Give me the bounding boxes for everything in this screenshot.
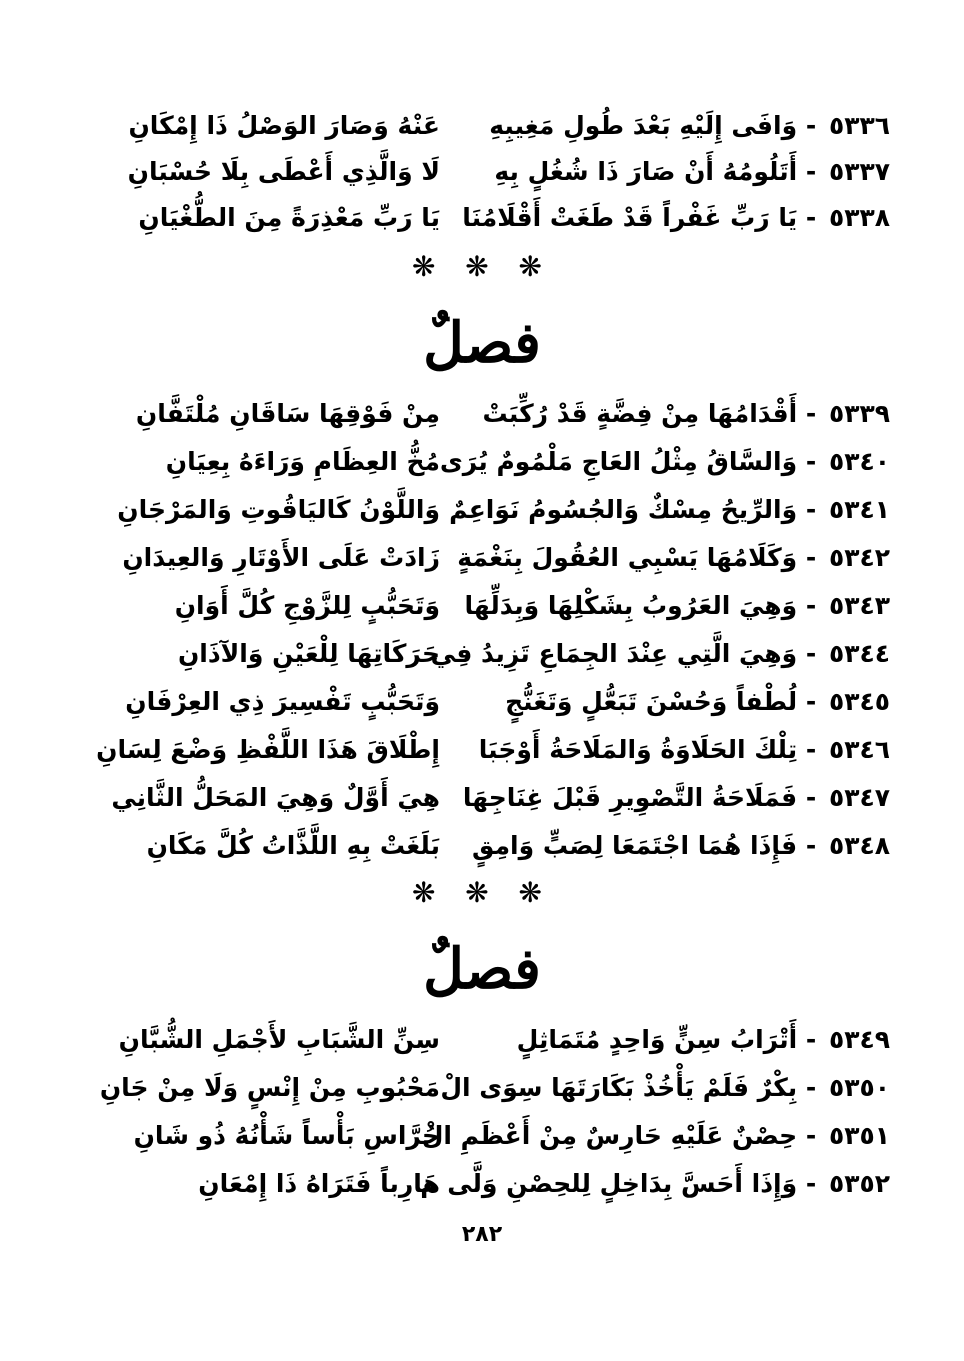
- verse-first-text: لُطْفاً وَحُسْنَ تَبَعُّلٍ وَتَغَنُّجٍ: [505, 686, 798, 716]
- verse-first-text: وَالرِّيحُ مِسْكٌ وَالجُسُومُ نَوَاعِمٌ: [449, 494, 798, 524]
- page-number: ٢٨٢: [461, 1222, 503, 1247]
- verse-row: [70, 1064, 890, 1110]
- verse-second-hemistich: يَا رَبِّ مَعْذِرَةً مِنَ الطُّغْيَانِ: [138, 202, 440, 232]
- verse-first-hemistich: ٥٣٥١ - حِصْنٌ عَلَيْهِ حَارِسٌ مِنْ أَعْظَمِ الْ: [421, 1120, 890, 1150]
- verse-second-hemistich: زَادَتْ عَلَى الأَوْتَارِ وَالعِيدَانِ: [122, 542, 440, 572]
- verse-row: [70, 390, 890, 436]
- verse-second-hemistich: وَتَحَبُّبٍ تَفْسِيرَ ذِي العِرْفَانِ: [125, 686, 440, 716]
- verse-number: ٥٣٤٠: [828, 446, 890, 476]
- verse-number: ٥٣٣٧: [828, 156, 890, 186]
- verse-first-hemistich: ٥٣٤١ - وَالرِّيحُ مِسْكٌ وَالجُسُومُ نَوَاعِمٌ: [449, 494, 890, 524]
- verse-row: [70, 534, 890, 580]
- verse-row: [70, 1016, 890, 1062]
- verse-first-hemistich: ٥٣٤٩ - أَتْرَابُ سِنٍّ وَاحِدٍ مُتَمَاثِلٍ: [516, 1024, 890, 1054]
- verse-first-text: بِكْرٌ فَلَمْ يَأْخُذْ بَكَارَتَهَا سِوَى الْ: [440, 1072, 798, 1102]
- verse-row: [70, 102, 890, 148]
- section-heading: فصلٌ: [423, 310, 541, 376]
- verse-number: ٥٣٤٨: [828, 830, 890, 860]
- verse-number: ٥٣٤٧: [828, 782, 890, 812]
- verse-row: [70, 630, 890, 676]
- verse-first-text: وَإِذَا أَحَسَّ بِدَاخِلٍ لِلحِصْنِ وَلَّى م: [420, 1168, 798, 1198]
- verse-row: [70, 438, 890, 484]
- verse-second-hemistich: وَتَحَبُّبٍ لِلزَّوْجِ كُلَّ أَوَانِ: [174, 590, 440, 620]
- verse-first-hemistich: ٥٣٤٢ - وَكَلَامُهَا يَسْبِي العُقُولَ بِنَغْمَةٍ: [457, 542, 890, 572]
- verse-first-text: تِلْكَ الحَلَاوَةُ وَالمَلَاحَةُ أَوْجَبَا: [478, 734, 798, 764]
- verse-first-text: وَافَى إِلَيْهِ بَعْدَ طُولِ مَغِيبِهِ: [489, 110, 798, 140]
- verse-first-text: يَا رَبِّ غَفْراً قَدْ طَغَتْ أَقْلَامُنَا: [462, 202, 798, 232]
- verse-second-hemistich: مِنْ فَوْقِهَا سَاقَانِ مُلْتَفَّانِ: [135, 398, 440, 428]
- verse-first-hemistich: ٥٣٥٠ - بِكْرٌ فَلَمْ يَأْخُذْ بَكَارَتَهَا سِوَى الْ: [440, 1072, 890, 1102]
- verse-second-hemistich: وَاللَّوْنُ كَاليَاقُوتِ وَالمَرْجَانِ: [117, 494, 440, 524]
- verse-first-hemistich: ٥٣٤٠ - وَالسَّاقُ مِثْلُ العَاجِ مَلْمُومٌ يُرَى: [439, 446, 890, 476]
- verse-number: ٥٣٤١: [828, 494, 890, 524]
- verse-first-hemistich: ٥٣٤٧ - فَمَلَاحَةُ التَّصْوِيرِ قَبْلَ غِنَاجِهَا: [462, 782, 890, 812]
- verse-first-text: وَهِيَ العَرُوبُ بِشَكْلِهَا وَبِدَلِّهَا: [464, 590, 798, 620]
- verse-first-text: أَقْدَامُهَا مِنْ فِضَّةٍ قَدْ رُكِّبَتْ: [482, 398, 798, 428]
- verse-number: ٥٣٥٠: [828, 1072, 890, 1102]
- verse-row: [70, 148, 890, 194]
- verse-row: [70, 678, 890, 724]
- verse-second-hemistich: سِنِّ الشَّبَابِ لأَجْمَلِ الشُّبَّانِ: [118, 1024, 440, 1054]
- verse-row: [70, 194, 890, 240]
- verse-first-text: أَتَلُومُهُ أَنْ صَارَ ذَا شُغُلٍ بِهِ: [494, 156, 798, 186]
- verse-first-hemistich: ٥٣٣٨ - يَا رَبِّ غَفْراً قَدْ طَغَتْ أَقْلَامُنَا: [462, 202, 890, 232]
- verse-number: ٥٣٤٤: [828, 638, 890, 668]
- verse-row: [70, 1112, 890, 1158]
- verse-row: [70, 1160, 890, 1206]
- verse-number: ٥٣٤٥: [828, 686, 890, 716]
- verse-first-hemistich: ٥٣٣٧ - أَتَلُومُهُ أَنْ صَارَ ذَا شُغُلٍ بِهِ: [494, 156, 890, 186]
- verse-first-hemistich: ٥٣٥٢ - وَإِذَا أَحَسَّ بِدَاخِلٍ لِلحِصْنِ وَلَّى م: [420, 1168, 890, 1198]
- verse-second-hemistich: إِطْلَاقَ هَذَا اللَّفْظِ وَضْعَ لِسَانِ: [96, 734, 440, 764]
- verse-first-text: فَمَلَاحَةُ التَّصْوِيرِ قَبْلَ غِنَاجِهَا: [462, 782, 798, 812]
- verse-number: ٥٣٣٩: [828, 398, 890, 428]
- verse-row: [70, 774, 890, 820]
- verse-second-hemistich: حَرَكَاتِهَا لِلْعَيْنِ وَالآذَانِ: [177, 638, 440, 668]
- verse-first-text: حِصْنٌ عَلَيْهِ حَارِسٌ مِنْ أَعْظَمِ الْ: [421, 1120, 798, 1150]
- verse-first-text: فَإِذَا هُمَا اجْتَمَعَا لِصَبٍّ وَامِقٍ: [472, 830, 798, 860]
- verse-second-hemistich: مَحْبُوبِ مِنْ إِنْسٍ وَلَا مِنْ جَانِ: [99, 1072, 440, 1102]
- verse-row: [70, 486, 890, 532]
- section-separator: ❋ ❋ ❋: [412, 250, 552, 283]
- verse-number: ٥٣٥١: [828, 1120, 890, 1150]
- verse-row: [70, 822, 890, 868]
- verse-first-text: وَكَلَامُهَا يَسْبِي العُقُولَ بِنَغْمَةٍ: [457, 542, 798, 572]
- verse-second-hemistich: هِيَ أَوَّلٌ وَهِيَ المَحَلُّ الثَّانِي: [111, 782, 440, 812]
- verse-first-text: أَتْرَابُ سِنٍّ وَاحِدٍ مُتَمَاثِلٍ: [516, 1024, 798, 1054]
- verse-second-hemistich: هَارِباً فَتَرَاهُ ذَا إِمْعَانِ: [198, 1168, 440, 1198]
- verse-row: [70, 582, 890, 628]
- verse-number: ٥٣٥٢: [828, 1168, 890, 1198]
- verse-number: ٥٣٤٦: [828, 734, 890, 764]
- verse-first-hemistich: ٥٣٤٦ - تِلْكَ الحَلَاوَةُ وَالمَلَاحَةُ أَوْجَبَا: [478, 734, 890, 764]
- verse-row: [70, 726, 890, 772]
- verse-number: ٥٣٤٣: [828, 590, 890, 620]
- verse-number: ٥٣٣٦: [828, 110, 890, 140]
- verse-second-hemistich: مُخُّ العِظَامِ وَرَاءَهُ بِعِيَانِ: [165, 446, 440, 476]
- verse-number: ٥٣٣٨: [828, 202, 890, 232]
- verse-second-hemistich: عَنْهُ وَصَارَ الوَصْلُ ذَا إِمْكَانِ: [128, 110, 440, 140]
- verse-first-hemistich: ٥٣٤٤ - وَهِيَ الَّتِي عِنْدَ الجِمَاعِ تَزِيدُ فِي: [430, 638, 890, 668]
- verse-number: ٥٣٤٢: [828, 542, 890, 572]
- verse-first-hemistich: ٥٣٤٥ - لُطْفاً وَحُسْنَ تَبَعُّلٍ وَتَغَنُّجٍ: [505, 686, 890, 716]
- verse-first-hemistich: ٥٣٤٨ - فَإِذَا هُمَا اجْتَمَعَا لِصَبٍّ وَامِقٍ: [472, 830, 890, 860]
- verse-second-hemistich: بَلَغَتْ بِهِ اللَّذَّاتُ كُلَّ مَكَانِ: [146, 830, 440, 860]
- verse-first-hemistich: ٥٣٤٣ - وَهِيَ العَرُوبُ بِشَكْلِهَا وَبِدَلِّهَا: [464, 590, 890, 620]
- section-separator: ❋ ❋ ❋: [412, 876, 552, 909]
- verse-number: ٥٣٤٩: [828, 1024, 890, 1054]
- section-heading: فصلٌ: [423, 936, 541, 1002]
- verse-second-hemistich: حُرَّاسِ بَأْساً شَأْنُهُ ذُو شَانِ: [133, 1120, 440, 1150]
- verse-first-hemistich: ٥٣٣٦ - وَافَى إِلَيْهِ بَعْدَ طُولِ مَغِيبِهِ: [489, 110, 890, 140]
- verse-first-text: وَالسَّاقُ مِثْلُ العَاجِ مَلْمُومٌ يُرَى: [439, 446, 798, 476]
- verse-first-hemistich: ٥٣٣٩ - أَقْدَامُهَا مِنْ فِضَّةٍ قَدْ رُكِّبَتْ: [482, 398, 890, 428]
- verse-first-text: وَهِيَ الَّتِي عِنْدَ الجِمَاعِ تَزِيدُ فِي: [430, 638, 798, 668]
- verse-second-hemistich: لَا وَالَّذِي أَعْطَى بِلَا حُسْبَانِ: [127, 156, 440, 186]
